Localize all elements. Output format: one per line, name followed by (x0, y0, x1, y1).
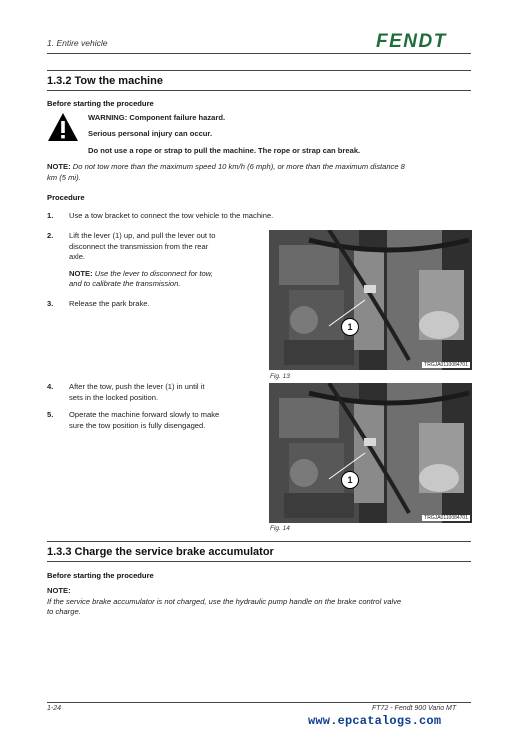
header-section-title: 1. Entire vehicle (47, 38, 108, 48)
figure-14-image (269, 383, 472, 523)
step-note-line: Use the lever to disconnect for tow, (94, 268, 213, 278)
step-text: Release the park brake. (69, 299, 150, 308)
machinery-photo-14 (269, 383, 472, 523)
figure-caption: Fig. 14 (270, 525, 290, 532)
before-heading-tow: Before starting the procedure (47, 99, 154, 108)
note-text-line1: If the service brake accumulator is not charged, use the hydraulic pump handle on the brake control valve (47, 597, 402, 606)
callout-badge: 1 (341, 318, 359, 336)
fendt-logo (376, 30, 472, 50)
note-label: NOTE: (47, 586, 71, 595)
footer-rule (47, 702, 471, 703)
step-text-line: Lift the lever (1) up, and pull the lever out to (69, 231, 216, 240)
step-number: 5. (47, 410, 54, 419)
watermark-url[interactable]: www.epcatalogs.com (308, 714, 442, 728)
step-note-line: and to calibrate the transmission. (69, 279, 181, 288)
step-number: 3. (47, 299, 54, 308)
step-text: Use a tow bracket to connect the tow vehicle to the machine. (69, 211, 274, 220)
callout-badge: 1 (341, 471, 359, 489)
procedure-heading: Procedure (47, 193, 85, 202)
note-text-line2: to charge. (47, 607, 81, 616)
note-text-line1: Do not tow more than the maximum speed 10 km/h (6 mph), or more than the maximum distance 8 (72, 162, 405, 171)
step-3 (47, 299, 262, 310)
before-heading-brake: Before starting the procedure (47, 571, 154, 580)
figure-id: TRGJA0110084701 (424, 515, 468, 521)
warning-line-3: Do not use a rope or strap to pull the machine. The rope or strap can break. (88, 146, 361, 155)
section-top-rule (47, 70, 471, 71)
step-note (69, 269, 264, 280)
step-number: 2. (47, 231, 54, 240)
note-text-line2: km (5 mi). (47, 173, 81, 182)
section-title-brake: 1.3.3 Charge the service brake accumulator (47, 546, 274, 558)
figure-caption: Fig. 13 (270, 373, 290, 380)
step-text-line: disconnect the transmission from the rear (69, 241, 209, 251)
step-note-label: NOTE: (69, 268, 93, 278)
section-top-rule (47, 541, 471, 542)
step-2 (47, 231, 262, 288)
header-rule (47, 53, 471, 54)
step-number: 1. (47, 211, 54, 220)
step-4 (47, 382, 262, 402)
note-label: NOTE: (47, 162, 71, 171)
section-bottom-rule (47, 561, 471, 562)
figure-id: TRGJA0110084701 (424, 362, 468, 368)
note-tow-speed (47, 162, 405, 173)
svg-text:FENDT: FENDT (376, 31, 447, 50)
page-number: 1-24 (47, 705, 62, 712)
step-1 (47, 211, 467, 222)
warning-line-2: Serious personal injury can occur. (88, 129, 213, 138)
step-text-line: sets in the locked position. (69, 392, 159, 402)
warning-title: WARNING: Component failure hazard. (88, 113, 226, 122)
step-text-line: Operate the machine forward slowly to make (69, 410, 220, 419)
figure-13-image (269, 230, 472, 370)
machinery-photo-13 (269, 230, 472, 370)
step-number: 4. (47, 382, 54, 391)
warning-icon (47, 112, 79, 142)
section-title-tow: 1.3.2 Tow the machine (47, 75, 163, 87)
section-bottom-rule (47, 90, 471, 91)
step-text-line: axle. (69, 252, 86, 261)
step-5 (47, 410, 262, 430)
step-text-line: After the tow, push the lever (1) in until it (69, 382, 205, 391)
document-title: FT72 - Fendt 900 Vario MT (372, 705, 457, 712)
step-text-line: sure the tow position is fully disengaged. (69, 420, 206, 430)
